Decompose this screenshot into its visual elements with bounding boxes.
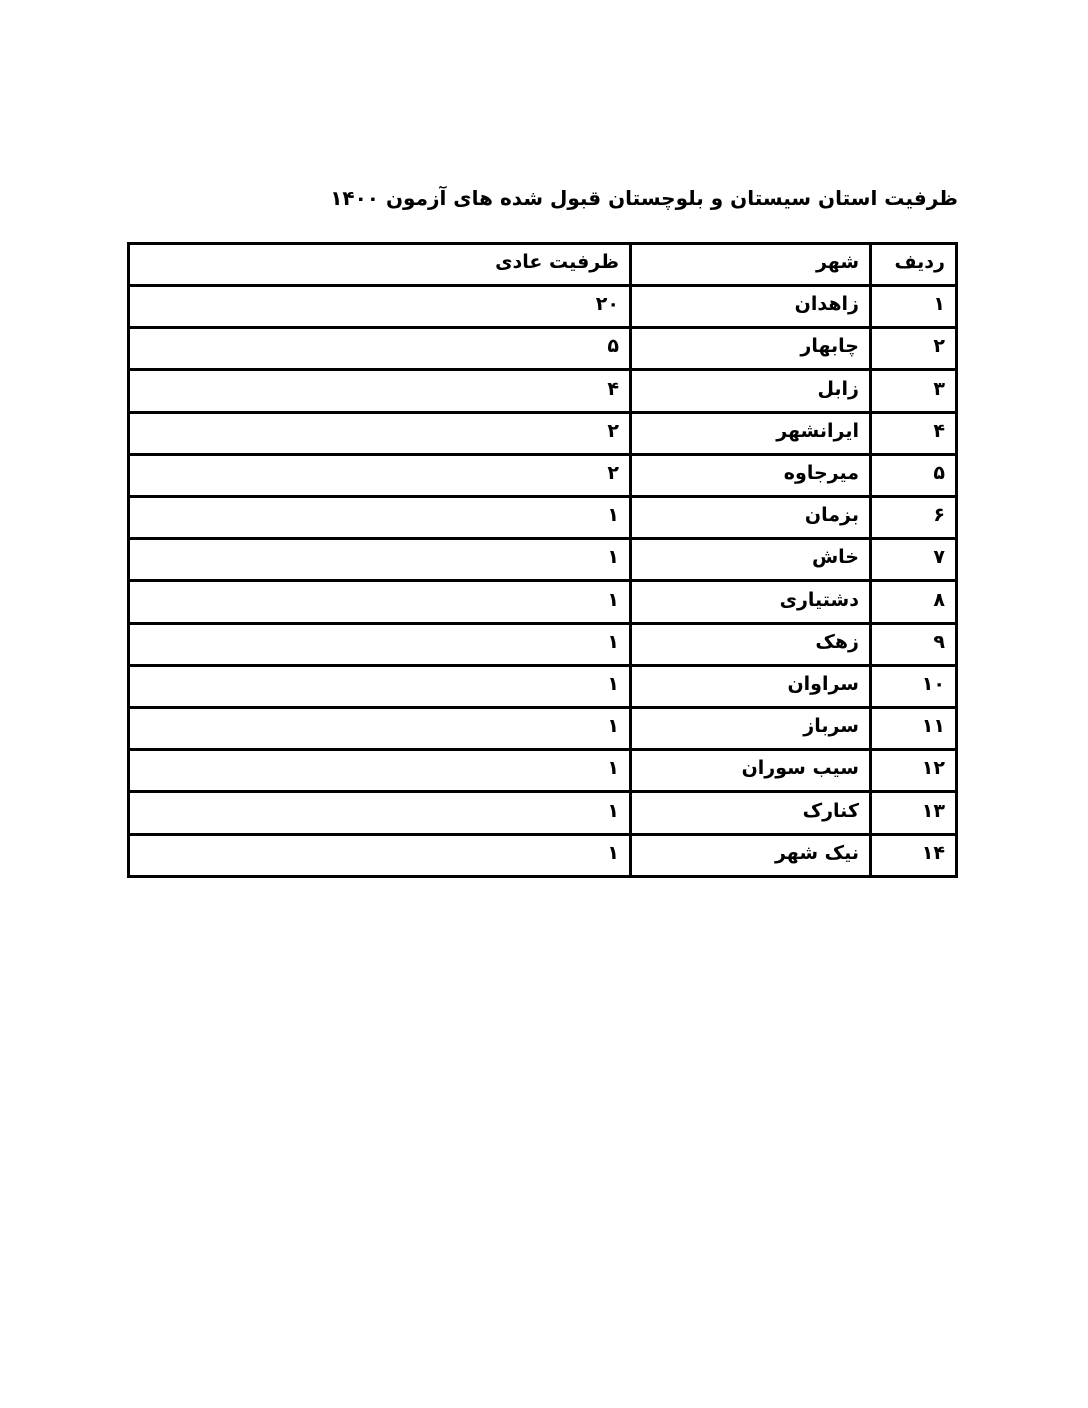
cell-city: نیک شهر <box>631 834 871 876</box>
capacity-table <box>127 242 958 878</box>
cell-capacity: ۱ <box>129 834 631 876</box>
table-header-row <box>129 244 957 286</box>
cell-city: سراوان <box>631 665 871 707</box>
table-row <box>129 708 957 750</box>
table-row <box>129 581 957 623</box>
cell-capacity: ۲ <box>129 412 631 454</box>
table-row <box>129 834 957 876</box>
table-row <box>129 328 957 370</box>
cell-city: چابهار <box>631 328 871 370</box>
cell-capacity: ۲ <box>129 454 631 496</box>
cell-city: دشتیاری <box>631 581 871 623</box>
table-row <box>129 665 957 707</box>
cell-city: سیب سوران <box>631 750 871 792</box>
cell-row-no: ۱ <box>871 286 957 328</box>
cell-city: کنارک <box>631 792 871 834</box>
cell-city: میرجاوه <box>631 454 871 496</box>
cell-city: ایرانشهر <box>631 412 871 454</box>
cell-city: زاهدان <box>631 286 871 328</box>
cell-city: زهک <box>631 623 871 665</box>
header-city: شهر <box>631 244 871 286</box>
cell-capacity: ۱ <box>129 665 631 707</box>
cell-capacity: ۱ <box>129 539 631 581</box>
table-row <box>129 750 957 792</box>
cell-capacity: ۱ <box>129 497 631 539</box>
cell-row-no: ۸ <box>871 581 957 623</box>
cell-row-no: ۵ <box>871 454 957 496</box>
table-row <box>129 497 957 539</box>
capacity-table-container <box>127 242 958 878</box>
table-row <box>129 623 957 665</box>
table-row <box>129 412 957 454</box>
table-row <box>129 539 957 581</box>
cell-capacity: ۱ <box>129 750 631 792</box>
cell-city: زابل <box>631 370 871 412</box>
cell-capacity: ۱ <box>129 581 631 623</box>
cell-row-no: ۲ <box>871 328 957 370</box>
cell-row-no: ۷ <box>871 539 957 581</box>
cell-city: خاش <box>631 539 871 581</box>
table-row <box>129 286 957 328</box>
table-row <box>129 370 957 412</box>
cell-row-no: ۱۴ <box>871 834 957 876</box>
table-row <box>129 792 957 834</box>
cell-row-no: ۱۱ <box>871 708 957 750</box>
header-capacity: ظرفیت عادی <box>129 244 631 286</box>
cell-row-no: ۱۲ <box>871 750 957 792</box>
cell-row-no: ۱۳ <box>871 792 957 834</box>
cell-row-no: ۱۰ <box>871 665 957 707</box>
cell-capacity: ۱ <box>129 792 631 834</box>
document-title: ظرفیت استان سیستان و بلوچستان قبول شده های آزمون ۱۴۰۰ <box>330 186 958 210</box>
cell-row-no: ۶ <box>871 497 957 539</box>
cell-row-no: ۴ <box>871 412 957 454</box>
cell-row-no: ۳ <box>871 370 957 412</box>
cell-capacity: ۲۰ <box>129 286 631 328</box>
cell-city: بزمان <box>631 497 871 539</box>
cell-row-no: ۹ <box>871 623 957 665</box>
cell-capacity: ۱ <box>129 623 631 665</box>
header-row-no: ردیف <box>871 244 957 286</box>
cell-capacity: ۴ <box>129 370 631 412</box>
cell-city: سرباز <box>631 708 871 750</box>
cell-capacity: ۵ <box>129 328 631 370</box>
cell-capacity: ۱ <box>129 708 631 750</box>
table-row <box>129 454 957 496</box>
